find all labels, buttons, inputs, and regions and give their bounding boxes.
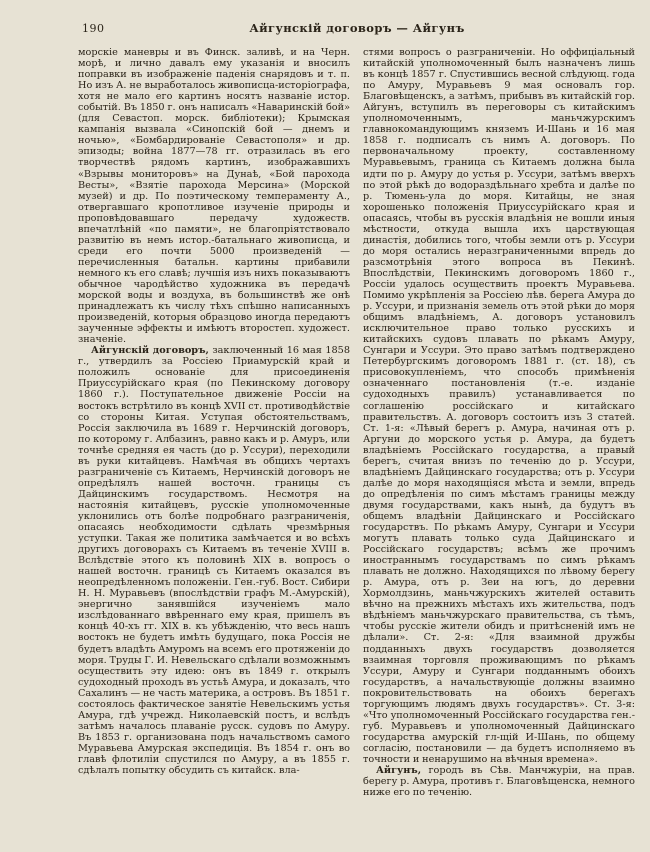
- entry-title-aigunsky-dogovor: Айгунскій договоръ,: [91, 345, 209, 357]
- right-column: [363, 47, 635, 845]
- paragraph-text: морскіе маневры и въ Финск. заливѣ, и на Черн. морѣ, и лично давалъ ему указанія и вносилъ поправки въ изображеніе паденія снарядовъ и т. п. Но изъ А. не выработалось живописца-исторіографа, хотя не мало его картинъ носятъ названіе истор. событій. Въ 1850 г. онъ написалъ «Наваринскій бой» (для Севастоп. морск. библіотеки); Крымская кампанія вызвала «Синопскій бой — днемъ и ночью», «Бомбардированіе Севастополя» и др. эпизоды; война 1877—78 гг. отразилась въ его творчествѣ рядомъ картинъ, изображавшихъ «Взрывы мониторовъ» на Дунаѣ, «Бой парохода Весты», «Взятіе парохода Мерсина» (Морской музей) и др. По поэтическому темпераменту А., отвергавшаго кропотливое изученіе природы и проповѣдовавшаго передачу художеств. впечатлѣній «по памяти», не благопріятствовало развитію въ немъ истор.-батальнаго живописца, и среди его почти 5000 произведеній — перечисленныя батальн. картины прибавили немного къ его славѣ; лучшія изъ нихъ показываютъ обычное чародѣйство художника въ передачѣ морской воды и воздуха, въ большинствѣ же онѣ принадлежатъ къ числу тѣхъ спѣшно написанныхъ произведеній, которыя образцово иногда передаютъ заученные эффекты и имѣютъ второстеп. художест. значеніе.: [78, 47, 350, 346]
- paragraph-text: городъ въ Сѣв. Манчжуріи, на прав. берегу р. Амура, противъ г. Благовѣщенска, немного ниже его по теченію.: [363, 765, 635, 799]
- entry-title-aigun: Айгунъ,: [376, 765, 422, 777]
- continuation-paragraph-aivazovsky: [78, 47, 350, 345]
- continuation-paragraph-treaty: [363, 47, 635, 765]
- article-aigunsky-dogovor: [78, 345, 350, 776]
- running-head: [78, 21, 636, 36]
- left-column: [78, 47, 350, 845]
- page-number: 190: [82, 22, 105, 35]
- paragraph-text: заключенный 16 мая 1858 г., утвердилъ за Россіею Приамурскій край и положилъ основаніе для присоединенія Приуссурійскаго края (по Пекинскому договору 1860 г.). Поступательное движеніе Россіи на востокъ встрѣтило въ концѣ XVII ст. противодѣйствіе со стороны Китая. Уступая обстоятельствамъ, Россія заключила въ 1689 г. Нерчинскій договоръ, по которому г. Албазинъ, равно какъ и р. Амуръ, или точнѣе средняя ея часть (до р. Уссури), переходили въ руки китайцевъ. Намѣчая въ общихъ чертахъ разграниченіе съ Китаемъ, Нерчинскій договоръ не опредѣлялъ нашей восточн. границы съ Дайцинскимъ государствомъ. Несмотря на настоянія китайцевъ, русскіе уполномоченные уклонились отъ болѣе подробнаго разграниченія, опасаясь необходимости сдѣлать чрезмѣрныя уступки. Такая же политика замѣчается и во всѣхъ другихъ договорахъ съ Китаемъ въ теченіе XVIII в. Вслѣдствіе этого къ половинѣ XIX в. вопросъ о нашей восточн. границѣ съ Китаемъ оказался въ неопредѣленномъ положеніи. Ген.-губ. Вост. Сибири Н. Н. Муравьевъ (впослѣдствіи графъ М.-Амурскій), энергично занявшійся изученіемъ мало изслѣдованнаго ввѣреннаго ему края, пришелъ въ концѣ 40-хъ гг. XIX в. къ убѣжденію, что весь нашъ востокъ не будетъ имѣть будущаго, пока Россія не будетъ владѣть Амуромъ на всемъ его протяженіи до моря. Труды Г. И. Невельскаго сдѣлали возможнымъ осуществить эту идею: онъ въ 1849 г. открылъ судоходный проходъ въ устьѣ Амура, и доказалъ, что Сахалинъ — не часть материка, а островъ. Въ 1851 г. состоялось фактическое занятіе Невельскимъ устья Амура, гдѣ учрежд. Николаевскій постъ, и вслѣдъ затѣмъ началось плаваніе русск. судовъ по Амуру. Въ 1853 г. организована подъ начальствомъ самого Муравьева Амурская экспедиція. Въ 1854 г. онъ во главѣ флотиліи спустился по Амуру, а въ 1855 г. сдѣлалъ попытку обсудить съ китайск. вла-: [78, 345, 350, 777]
- running-title: Айгунскій договоръ — Айгунъ: [249, 21, 465, 35]
- text-columns: [78, 47, 636, 845]
- article-aigun: [363, 765, 635, 798]
- paragraph-text: стями вопросъ о разграниченіи. Но оффиціальный китайскій уполномоченный былъ назначенъ лишь въ концѣ 1857 г. Спустившись весной слѣдующ. года по Амуру, Муравьевъ 9 мая основалъ гор. Благовѣщенскъ, а затѣмъ, прибывъ въ китайскій гор. Айгунъ, вступилъ въ переговоры съ китайскимъ уполномоченнымъ, маньчжурскимъ главнокомандующимъ княземъ И-Шань и 16 мая 1858 г. подписалъ съ нимъ А. договоръ. По первоначальному проекту, составленному Муравьевымъ, граница съ Китаемъ должна была идти по р. Амуру до устья р. Уссури, затѣмъ вверхъ по этой рѣкѣ до водораздѣльнаго хребта и далѣе по р. Тюмень-ула до моря. Китайцы, не зная хорошенько положенія Приуссурійскаго края и опасаясь, чтобы въ русскія владѣнія не вошли иныя мѣстности, откуда вышла ихъ царствующая династія, добились того, чтобы земли отъ р. Уссури до моря остались неразграниченными впредь до разсмотрѣнія этого вопроса въ Пекинѣ. Впослѣдствіи, Пекинскимъ договоромъ 1860 г., Россіи удалось осуществить проектъ Муравьева. Помимо укрѣпленія за Россіею лѣв. берега Амура до р. Уссури, и признанія земель отъ этой рѣки до моря общимъ владѣніемъ, А. договоръ установилъ исключительное право только русскихъ и китайскихъ судовъ плавать по рѣкамъ Амуру, Сунгари и Уссури. Это право затѣмъ подтверждено Петербургскимъ договоромъ 1881 г. (ст. 18), съ присовокупленіемъ, что способъ примѣненія означеннаго постановленія (т.-е. изданіе судоходныхъ правилъ) устанавливается по соглашенію россійскаго и китайскаго правительствъ. А. договоръ состоитъ изъ 3 статей. Ст. 1-я: «Лѣвый берегъ р. Амура, начиная отъ р. Аргуни до морского устья р. Амура, да будетъ владѣніемъ Россійскаго государства, а правый берегъ, считая внизъ по теченію до р. Уссури, владѣніемъ Дайцинскаго государства; отъ р. Уссури далѣе до моря находящіяся мѣста и земли, впредь до опредѣленія по симъ мѣстамъ границы между двумя государствами, какъ нынѣ, да будутъ въ общемъ владѣніи Дайцинскаго и Россійскаго государствъ. По рѣкамъ Амуру, Сунгари и Уссури могутъ плавать только суда Дайцинскаго и Россійскаго государствъ; всѣмъ же прочимъ иностраннымъ государствамъ по симъ рѣкамъ плавать не должно. Находящихся по лѣвому берегу р. Амура, отъ р. Зеи на югъ, до деревни Хормолдзинь, маньчжурскихъ жителей оставить вѣчно на прежнихъ мѣстахъ ихъ жительства, подъ вѣдѣніемъ маньчжурскаго правительства, съ тѣмъ, чтобы русскіе жители обидъ и притѣсненій имъ не дѣлали». Ст. 2-я: «Для взаимной дружбы подданныхъ двухъ государствъ дозволяется взаимная торговля проживающимъ по рѣкамъ Уссури, Амуру и Сунгари подданнымъ обоихъ государствъ, а начальствующіе должны взаимно покровительствовать на обоихъ берегахъ торгующимъ людямъ двухъ государствъ». Ст. 3-я: «Что уполномоченный Россійскаго государства ген.-губ. Муравьевъ и уполномоченный Дайцинскаго государства амурскій гл-щій И-Шань, по общему согласію, постановили — да будетъ исполняемо въ точности и ненарушимо на вѣчныя времена».: [363, 47, 635, 765]
